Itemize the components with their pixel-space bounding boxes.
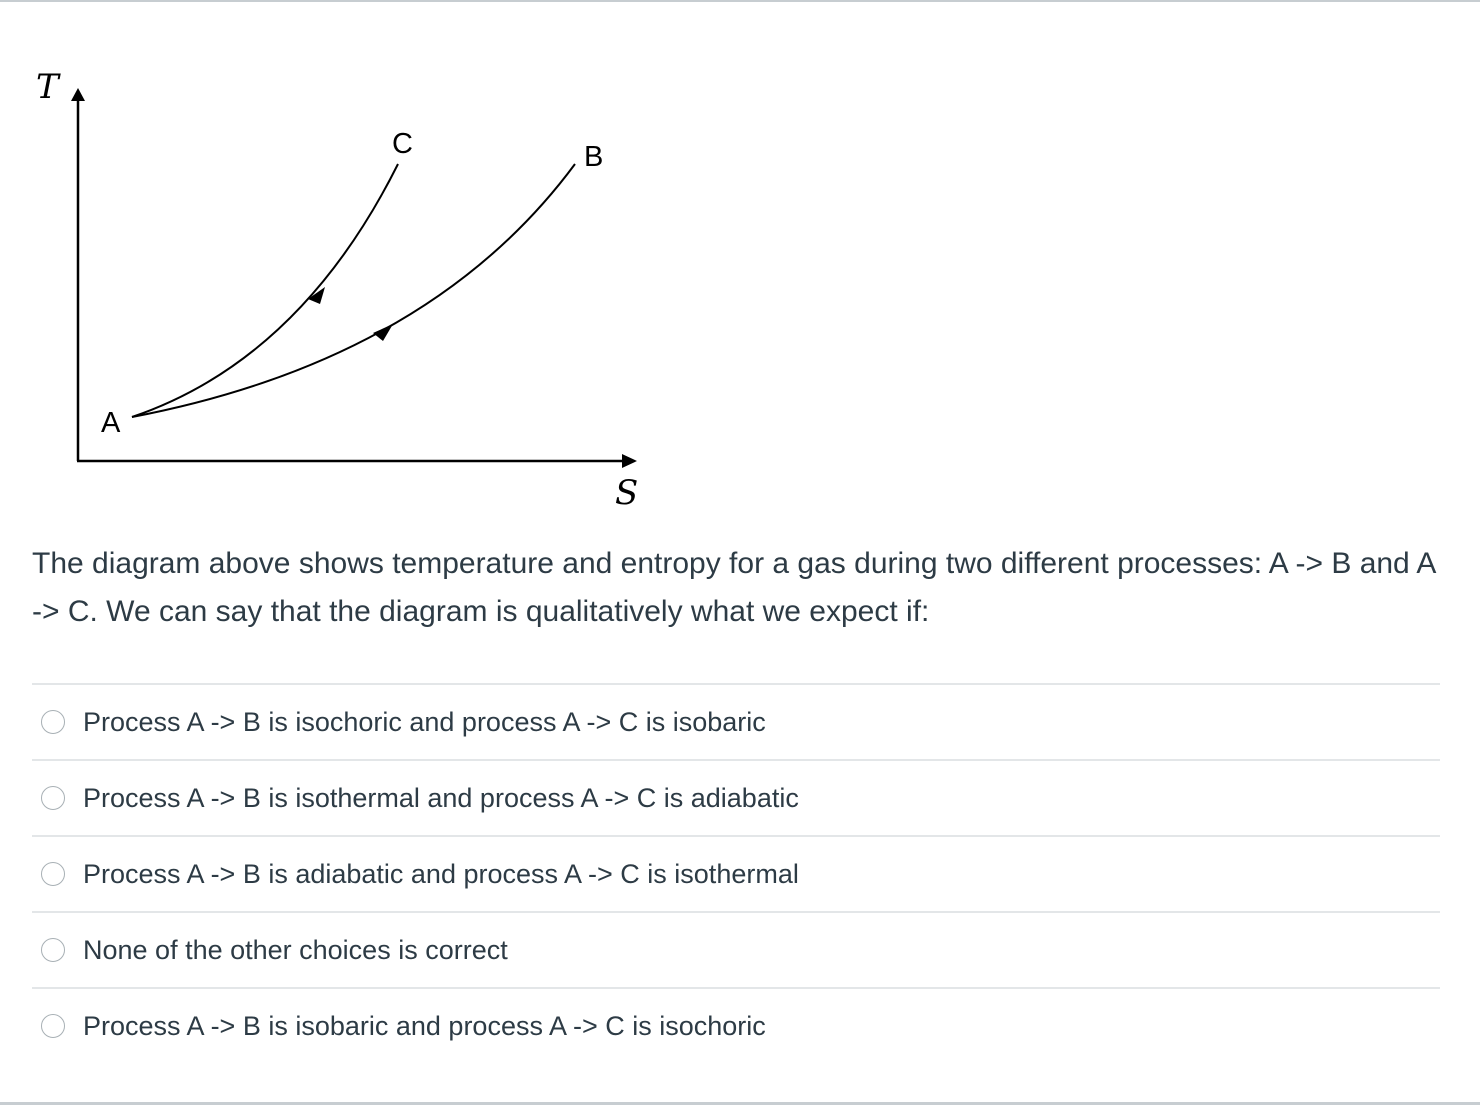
answer-option[interactable]	[32, 835, 1440, 911]
s-axis-arrowhead	[622, 454, 637, 468]
radio-button[interactable]	[41, 938, 65, 962]
radio-button[interactable]	[41, 710, 65, 734]
point-c-label: C	[392, 128, 413, 160]
answer-option[interactable]	[32, 759, 1440, 835]
point-a-label: A	[101, 407, 121, 439]
point-b-label: B	[584, 141, 604, 173]
answer-label[interactable]: Process A -> B is isobaric and process A -> C is isochoric	[83, 1010, 766, 1041]
arrow-a-to-b	[373, 324, 393, 341]
answer-label[interactable]: Process A -> B is isothermal and process A -> C is adiabatic	[83, 782, 799, 813]
answer-label[interactable]: Process A -> B is adiabatic and process A -> C is isothermal	[83, 858, 799, 889]
radio-button[interactable]	[41, 1014, 65, 1038]
answer-option[interactable]	[32, 987, 1440, 1063]
question-text: The diagram above shows temperature and entropy for a gas during two different processes: A -> B and A -> C. We can say that the diagram is qualitatively what we expect if:	[32, 547, 1435, 628]
curve-a-to-c	[132, 164, 398, 417]
s-axis-label: S	[615, 473, 639, 513]
bottom-divider	[0, 1102, 1480, 1105]
answer-option[interactable]	[32, 683, 1440, 759]
answer-label[interactable]: Process A -> B is isochoric and process A -> C is isobaric	[83, 706, 766, 737]
radio-button[interactable]	[41, 786, 65, 810]
radio-button[interactable]	[41, 862, 65, 886]
t-axis-arrowhead	[71, 88, 85, 101]
answer-list	[32, 683, 1440, 1063]
curve-a-to-b	[132, 164, 575, 417]
t-axis-label: T	[36, 67, 59, 107]
answer-label[interactable]: None of the other choices is correct	[83, 934, 508, 965]
ts-diagram	[0, 0, 700, 520]
answer-option[interactable]	[32, 911, 1440, 987]
